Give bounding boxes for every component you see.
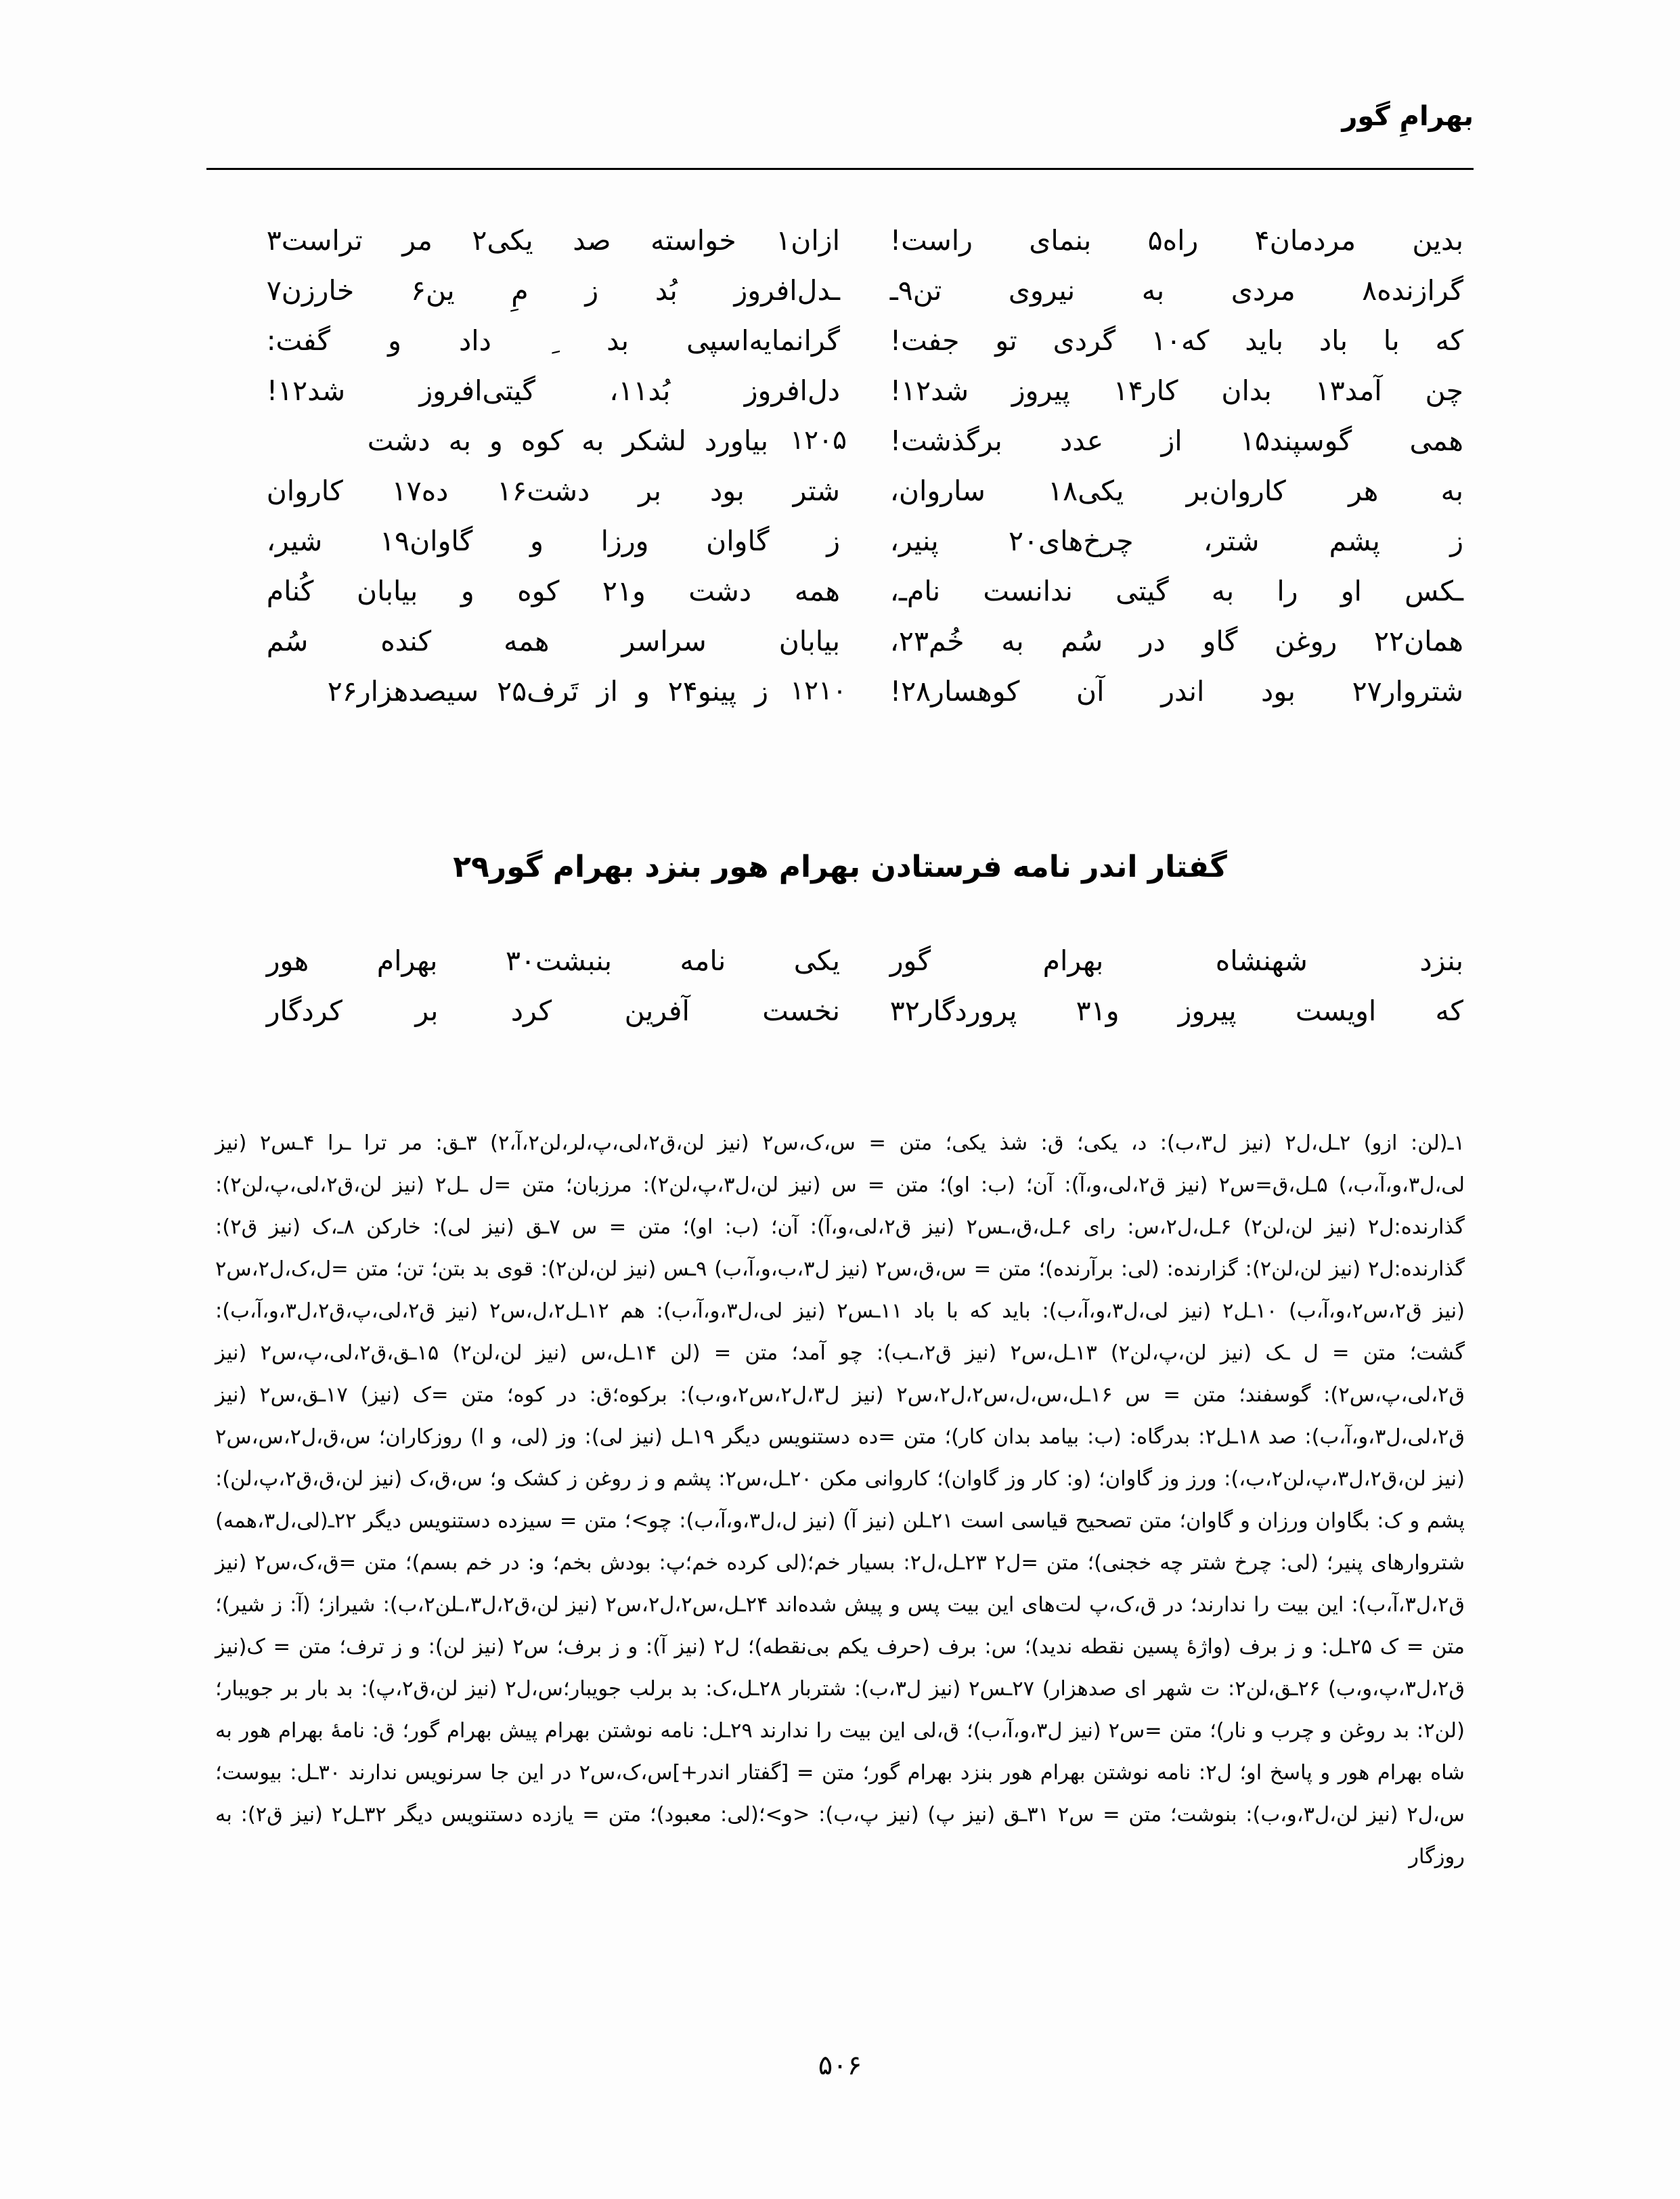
hemistich-left: گرازنده۸ مردی به نیروی تن۹ـ	[889, 274, 1463, 307]
hemistich-right: ۱۲۰۵ بیاورد لشکر به کوه و به دشت	[217, 416, 840, 466]
hemistich-right: ز گاوان ورزا و گاوان۱۹ شیر،	[266, 525, 841, 557]
hemistich-right: ۱۲۱۰ ز پینو۲۴ و از تَرف۲۵ سیصدهزار۲۶	[217, 666, 840, 716]
bayt-row	[217, 366, 1463, 416]
bayt-row	[217, 315, 1463, 366]
verse-block-secondary	[217, 936, 1463, 1036]
bayt-row	[217, 666, 1463, 716]
verse-number: ۱۲۱۰	[790, 676, 847, 706]
bayt-row	[217, 466, 1463, 516]
footnote-apparatus: ۱ـ(لن: ازو) ۲ـل،ل۲ (نیز ل۳،ب): د، یکی؛ ق: شذ یکی؛ متن = س،ک،س۲ (نیز لن،ق۲،لی،پ،لر،لن۲،آ،۲) ۳ـق: مر ترا ـرا ۴ـس۲ (نیز لی،ل۳،و،آ،ب،) ۵ـل،ق=س۲ (نیز ق۲،لی،و،آ): آن؛ (ب: او)؛ متن = س (نیز لن،ل۳،پ،لن۲): مرزبان؛ متن =ل ـل۲ (نیز لن،ق۲،لی،پ،لن۲): گذارنده:ل۲ (نیز لن،لن۲) ۶ـل،ل۲،س: رای ۶ـل،ق،ـس۲ (نیز ق۲،لی،و،آ): آن؛ (ب: او)؛ متن = س ۷ـق (نیز لی): خارکن ۸ـ،ک (نیز ق۲): گذارنده:ل۲ (نیز لن،لن۲): گزارنده: (لی: برآرنده)؛ متن = س،ق،س۲ (نیز ل۳،ب،و،آ،ب) ۹ـس (نیز لن،لن۲): قوی بد بتن؛ تن؛ متن =ل،ک،ل۲،س۲ (نیز ق۲،س۲،و،آ،ب) ۱۰ـل۲ (نیز لی،ل۳،و،آ،ب): باید که با باد ۱۱ـس۲ (نیز لی،ل۳،و،آ،ب): هم ۱۲ـل۲،ل،س۲ (نیز ق۲،لی،پ،ق۲،ل۳،و،آ،ب): گشت؛ متن = ل ـک (نیز لن،پ،لن۲) ۱۳ـل،س۲ (نیز ق۲،ـب): چو آمد؛ متن = (لن ۱۴ـل،س (نیز لن،لن۲) ۱۵ـق،ق۲،لی،پ،س۲ (نیز ق۲،لی،پ،س۲): گوسفند؛ متن = س ۱۶ـل،س،ل،س۲،ل۲،س۲ (نیز ل۳،ل۲،س۲،و،ب): برکوه؛ق: در کوه؛ متن =ک (نیز) ۱۷ـق،س۲ (نیز ق۲،لی،ل۳،و،آ،ب): صد ۱۸ـل۲: بدرگاه: (ب: بیامد بدان کار)؛ متن =ده دستنویس دیگر ۱۹ـل (نیز لی): وز (لی، و ا) روزکاران؛ س،ق،ل۲،س،س۲ (نیز لن،ق۲،ل۳،پ،لن۲،ب،): ورز وز گاوان؛ (و: کار وز گاوان)؛ کاروانی مکن ۲۰ـل،س۲: پشم و ز روغن ز کشک و؛ س،ق،ک (نیز لن،ق،ق۲،پ،لن): پشم و ک: بگاوان ورزان و گاوان؛ متن تصحیح قیاسی است ۲۱ـلن (نیز آ) (نیز ل،ل۳،و،آ،ب): چو>؛ متن = سیزده دستنویس دیگر ۲۲ـ(لی،ل۳،همه) شتروارهای پنیر؛ (لی: چرخ شتر چه خجنی)؛ متن =ل۲ ۲۳ـل،ل۲: بسیار خم؛(لی کرده خم؛پ: بودش بخم؛ و: در خم بسم)؛ متن =ق،ک،س۲ (نیز ق۲،ل۳،آ،ب): این بیت را ندارند؛ در ق،ک،پ لت‌های این بیت پس و پیش شده‌اند ۲۴ـل،س۲،ل۲،س۲ (نیز لن،ق۲،ل۳،ـلن۲،ب): شیراز؛ (آ: ز شیر)؛ متن = ک ۲۵ـل: و ز برف (واژهٔ پسین نقطه ندید)؛ س: برف (حرف یکم بی‌نقطه)؛ ل۲ (نیز آ): و ز برف؛ س۲ (نیز لن): و ز ترف؛ متن = ک(نیز ق۲،ل۳،پ،و،ب) ۲۶ـق،لن۲: ت شهر ای صدهزار) ۲۷ـس۲ (نیز ل۳،ب): شتربار ۲۸ـل،ک: بد برلب جویبار؛س،ل۲ (نیز لن،ق۲،پ): بد بار بر جویبار؛(لن۲: بد روغن و چرب و نار)؛ متن =س۲ (نیز ل۳،و،آ،ب)؛ ق،لی این بیت را ندارند ۲۹ـل: نامه نوشتن بهرام پیش بهرام گور؛ ق: نامهٔ بهرام هور به شاه بهرام هور و پاسخ او؛ ل۲: نامه نوشتن بهرام هور بنزد بهرام گور؛ متن = [گفتار اندر+]س،ک،س۲ در این جا سرنویس ندارند ۳۰ـل: بیوست؛ س،ل۲ (نیز لن،ل۳،و،ب): بنوشت؛ متن = س۲ ۳۱ـق (نیز پ) (نیز پ،ب): <و>؛(لی: معبود)؛ متن = یازده دستنویس دیگر ۳۲ـل۲ (نیز ق۲): به روزگار	[215, 1131, 1465, 1869]
hemistich-left: ـکس او را به گیتی ندانست نام‌ـ،	[889, 575, 1463, 607]
bayt-row	[217, 566, 1463, 616]
hemistich-left: به هر کاروان‌بر یکی۱۸ ساروان،	[889, 475, 1463, 507]
hemistich-left: که با باد باید که۱۰ گردی تو جفت!	[889, 324, 1463, 357]
bayt-row	[217, 516, 1463, 566]
bayt-row	[217, 986, 1463, 1036]
running-header	[206, 102, 1474, 176]
verse-number: ۱۲۰۵	[790, 425, 847, 456]
hemistich-right: یکی نامه بنبشت۳۰ بهرام هور	[266, 944, 840, 977]
hemistich-right: همه دشت و۲۱ کوه و بیابان کُنام	[266, 575, 840, 607]
hemistich-right: دل‌افروز بُد۱۱، گیتی‌افروز شد۱۲!	[266, 374, 840, 407]
bayt-row	[217, 616, 1463, 666]
hemistich-right: گرانمایه‌اسپی بد ِ داد و گفت:	[266, 324, 840, 357]
hemistich-left: شتروار۲۷ بود اندر آن کوهسار۲۸!	[889, 675, 1463, 707]
bayt-row	[217, 265, 1463, 315]
section-heading: گفتار اندر نامه فرستادن بهرام هور بنزد بهرام گور۲۹	[453, 850, 1227, 884]
bayt-row	[217, 416, 1463, 466]
hemistich-right: نخست آفرین کرد بر کردگار	[266, 995, 840, 1027]
hemistich-left: بنزد شهنشاه بهرام گور	[889, 944, 1463, 977]
hemistich-left: که اویست پیروز و۳۱ پروردگار۳۲	[889, 995, 1464, 1027]
hemistich-left: همی گوسپند۱۵ از عدد برگذشت!	[889, 424, 1463, 457]
bayt-row	[217, 936, 1463, 986]
header-rule	[206, 168, 1474, 170]
page-number: ۵۰۶	[818, 2050, 862, 2081]
hemistich-right: بیابان سراسر همه کنده سُم	[266, 625, 840, 657]
header-title: بهرامِ گور	[1342, 101, 1474, 132]
hemistich-right: ـدل‌افروز بُد ز مِ ین۶ خارزن۷	[266, 274, 840, 307]
verse-block-primary	[217, 215, 1463, 716]
hemistich-right: ازان۱ خواسته صد یکی۲ مر تراست۳	[266, 224, 840, 257]
hemistich-left: چن آمد۱۳ بدان کار۱۴ پیروز شد۱۲!	[889, 374, 1463, 407]
hemistich-left: همان۲۲ روغن گاو در سُم به خُم۲۳،	[889, 625, 1463, 657]
bayt-row	[217, 215, 1463, 265]
hemistich-left: بدین مردمان۴ راه۵ بنمای راست!	[889, 224, 1463, 257]
hemistich-left: ز پشم شتر، چرخ‌های۲۰ پنیر،	[889, 525, 1463, 557]
hemistich-right: شتر بود بر دشت۱۶ ده۱۷ کاروان	[266, 475, 840, 507]
